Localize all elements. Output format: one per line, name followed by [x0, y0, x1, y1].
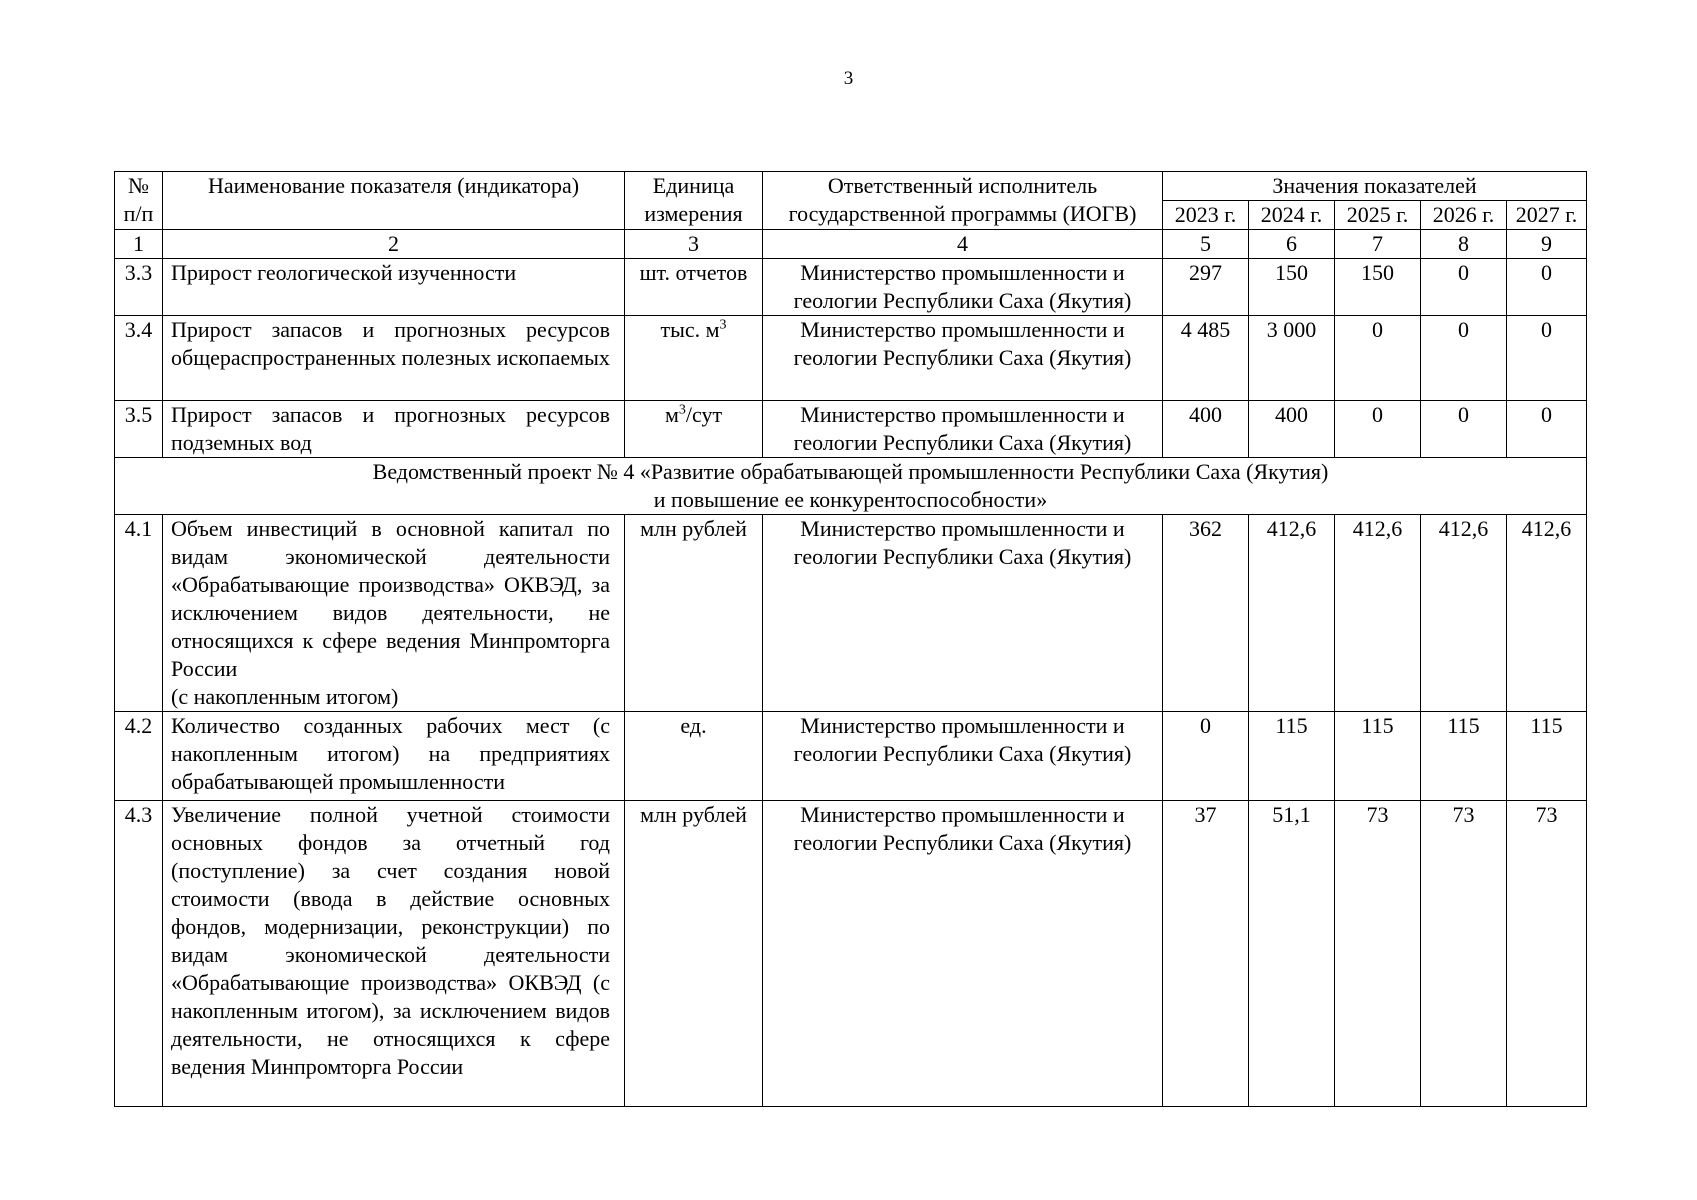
indicator-name-text: Объем инвестиций в основной капитал по видам экономической деятельности «Обрабатывающие производства» ОКВЭД, за исключением видов деятельности, не относящихся к сфере ведения Минпромторга России	[171, 516, 610, 681]
indicator-name: Увеличение полной учетной стоимости основных фондов за отчетный год (поступление) за счет создания новой стоимости (ввода в действие основных фондов, модернизации, реконструкции) по видам экономической деятельности «Обрабатывающие производства» ОКВЭД (с накопленным итогом), за исключением видов деятельности, не относящихся к сфере ведения Минпромторга России	[163, 801, 625, 1107]
indicator-name: Прирост запасов и прогнозных ресурсов подземных вод	[163, 401, 625, 458]
value-2023: 297	[1163, 259, 1249, 316]
table-row	[115, 259, 1587, 316]
executor: Министерство промышленности и геологии Республики Саха (Якутия)	[763, 259, 1163, 316]
column-numbers-row	[115, 230, 1587, 259]
col-number: 6	[1249, 230, 1335, 259]
col-number: 3	[625, 230, 763, 259]
indicator-name: Прирост геологической изученности	[163, 259, 625, 316]
section-heading-line: и повышение ее конкурентоспособности»	[653, 487, 1048, 512]
unit-superscript: 3	[719, 317, 727, 333]
executor: Министерство промышленности и геологии Республики Саха (Якутия)	[763, 401, 1163, 458]
col-number: 2	[163, 230, 625, 259]
unit	[625, 401, 763, 458]
value-2023: 0	[1163, 712, 1249, 801]
value-2026: 0	[1421, 259, 1507, 316]
header-unit: Единица измерения	[625, 172, 763, 230]
value-2023: 362	[1163, 515, 1249, 712]
col-number: 9	[1507, 230, 1587, 259]
value-2025: 115	[1335, 712, 1421, 801]
value-2026: 0	[1421, 401, 1507, 458]
header-executor: Ответственный исполнитель государственной программы (ИОГВ)	[763, 172, 1163, 230]
unit-superscript: 3	[678, 402, 686, 418]
header-name: Наименование показателя (индикатора)	[163, 172, 625, 230]
executor: Министерство промышленности и геологии Республики Саха (Якутия)	[763, 515, 1163, 712]
value-2024: 51,1	[1249, 801, 1335, 1107]
indicator-name-tail: (с накопленным итогом)	[171, 684, 399, 709]
unit: млн рублей	[625, 801, 763, 1107]
row-number: 3.3	[115, 259, 163, 316]
executor: Министерство промышленности и геологии Республики Саха (Якутия)	[763, 316, 1163, 401]
header-year: 2025 г.	[1335, 201, 1421, 230]
header-year: 2026 г.	[1421, 201, 1507, 230]
table-row	[115, 316, 1587, 401]
section-heading	[115, 458, 1587, 515]
executor: Министерство промышленности и геологии Республики Саха (Якутия)	[763, 712, 1163, 801]
row-number: 4.2	[115, 712, 163, 801]
table-row	[115, 515, 1587, 712]
indicators-table	[114, 171, 1587, 1107]
section-heading-line: Ведомственный проект № 4 «Развитие обрабатывающей промышленности Республики Саха (Якутия)	[372, 459, 1329, 484]
table-row	[115, 801, 1587, 1107]
value-2025: 412,6	[1335, 515, 1421, 712]
header-num: № п/п	[115, 172, 163, 230]
unit: ед.	[625, 712, 763, 801]
section-heading-row	[115, 458, 1587, 515]
value-2027: 0	[1507, 401, 1587, 458]
value-2027: 115	[1507, 712, 1587, 801]
value-2024: 150	[1249, 259, 1335, 316]
unit-base: тыс. м	[660, 317, 720, 342]
value-2024: 400	[1249, 401, 1335, 458]
value-2025: 0	[1335, 401, 1421, 458]
value-2025: 73	[1335, 801, 1421, 1107]
value-2027: 412,6	[1507, 515, 1587, 712]
unit	[625, 316, 763, 401]
value-2025: 150	[1335, 259, 1421, 316]
value-2027: 0	[1507, 259, 1587, 316]
header-values: Значения показателей	[1163, 172, 1587, 201]
col-number: 7	[1335, 230, 1421, 259]
value-2026: 115	[1421, 712, 1507, 801]
value-2026: 412,6	[1421, 515, 1507, 712]
header-year: 2024 г.	[1249, 201, 1335, 230]
table-row	[115, 712, 1587, 801]
row-number: 4.3	[115, 801, 163, 1107]
value-2024: 115	[1249, 712, 1335, 801]
value-2023: 37	[1163, 801, 1249, 1107]
col-number: 8	[1421, 230, 1507, 259]
value-2027: 0	[1507, 316, 1587, 401]
header-year: 2027 г.	[1507, 201, 1587, 230]
header-row-top	[115, 172, 1587, 201]
value-2025: 0	[1335, 316, 1421, 401]
executor: Министерство промышленности и геологии Республики Саха (Якутия)	[763, 801, 1163, 1107]
row-number: 4.1	[115, 515, 163, 712]
col-number: 1	[115, 230, 163, 259]
col-number: 4	[763, 230, 1163, 259]
indicator-name: Количество созданных рабочих мест (с накопленным итогом) на предприятиях обрабатывающей промышленности	[163, 712, 625, 801]
unit-tail: /сут	[685, 402, 723, 427]
indicator-name	[163, 515, 625, 712]
unit: млн рублей	[625, 515, 763, 712]
unit: шт. отчетов	[625, 259, 763, 316]
col-number: 5	[1163, 230, 1249, 259]
value-2027: 73	[1507, 801, 1587, 1107]
value-2026: 0	[1421, 316, 1507, 401]
value-2023: 4 485	[1163, 316, 1249, 401]
value-2024: 3 000	[1249, 316, 1335, 401]
value-2026: 73	[1421, 801, 1507, 1107]
header-year: 2023 г.	[1163, 201, 1249, 230]
table-row	[115, 401, 1587, 458]
value-2024: 412,6	[1249, 515, 1335, 712]
page-number: 3	[843, 68, 854, 89]
value-2023: 400	[1163, 401, 1249, 458]
unit-base: м	[664, 402, 679, 427]
row-number: 3.5	[115, 401, 163, 458]
row-number: 3.4	[115, 316, 163, 401]
indicator-name: Прирост запасов и прогнозных ресурсов общераспространенных полезных ископаемых	[163, 316, 625, 401]
